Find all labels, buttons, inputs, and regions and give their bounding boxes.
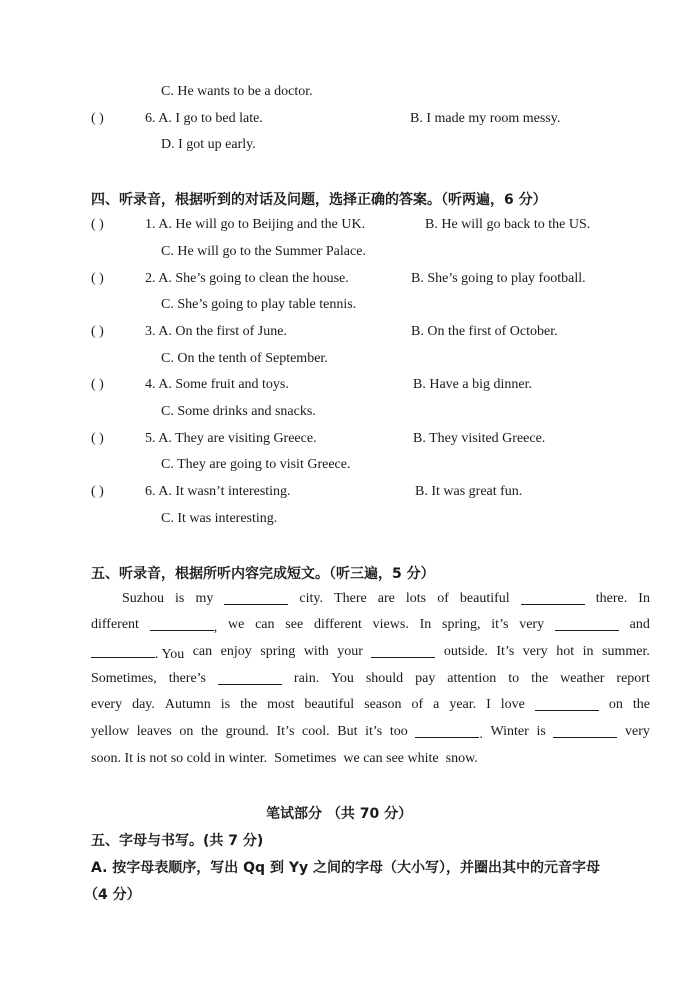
passage-word: should (365, 671, 404, 686)
passage-word: the (531, 671, 549, 686)
passage-word: are (377, 591, 395, 606)
passage-word: views. (372, 617, 409, 632)
q3-option-c: C. On the tenth of September. (161, 351, 328, 366)
answer-blank[interactable] (553, 724, 617, 738)
q5-option-a: 5. A. They are visiting Greece. (145, 431, 317, 446)
passage-word: a (433, 697, 440, 712)
answer-blank[interactable] (218, 671, 282, 685)
q6-option-c: C. It was interesting. (161, 511, 278, 526)
passage-word: different (313, 617, 362, 632)
q5-option-c: C. They are going to visit Greece. (161, 457, 351, 472)
passage-word: very (519, 617, 545, 632)
passage-word: very (522, 644, 548, 659)
passage-line (91, 617, 650, 637)
passage-word: enjoy (220, 644, 252, 659)
passage-word: see (285, 617, 304, 632)
passage-word: , (213, 620, 218, 635)
passage-word: hot (556, 644, 575, 659)
answer-paren[interactable]: ( ) (91, 217, 104, 232)
q3-option-b: B. On the first of October. (411, 324, 558, 339)
passage-word: on (179, 724, 194, 739)
passage-word: I (486, 697, 491, 712)
passage-word: There (334, 591, 367, 606)
passage-word: we (227, 617, 245, 632)
passage-word: city. (299, 591, 324, 606)
passage-word: . You (155, 647, 185, 662)
q6-option-c: C. He wants to be a doctor. (161, 84, 313, 99)
passage-word: rain. (293, 671, 320, 686)
passage-word: It’s (276, 724, 295, 739)
letters-section-heading: 五、字母与书写。(共 7 分) (91, 833, 264, 849)
passage-word: with (303, 644, 329, 659)
passage-word: it’s (491, 617, 509, 632)
answer-paren[interactable]: ( ) (91, 111, 104, 126)
section4-heading: 四、听录音，根据听到的对话及问题，选择正确的答案。（听两遍，6 分） (91, 192, 547, 208)
passage-word: Suzhou (122, 591, 164, 606)
section5-heading: 五、听录音，根据所听内容完成短文。（听三遍，5 分） (91, 566, 435, 582)
q4-option-a: 4. A. Some fruit and toys. (145, 377, 289, 392)
passage-word: leaves (136, 724, 172, 739)
answer-blank[interactable] (150, 617, 214, 631)
answer-paren[interactable]: ( ) (91, 324, 104, 339)
passage-line (91, 697, 650, 717)
passage-line (122, 591, 650, 611)
answer-blank[interactable] (521, 591, 585, 605)
passage-word: it’s (365, 724, 383, 739)
passage-word: beautiful (304, 697, 355, 712)
q4-option-c: C. Some drinks and snacks. (161, 404, 316, 419)
passage-word: In (638, 591, 650, 606)
passage-word: to (508, 671, 520, 686)
passage-word: It’s (496, 644, 515, 659)
passage-word: very (625, 724, 650, 739)
passage-word: year. (449, 697, 477, 712)
answer-blank[interactable] (415, 724, 479, 738)
answer-blank[interactable] (224, 591, 288, 605)
passage-word: the (200, 724, 219, 739)
passage-word: report (616, 671, 650, 686)
written-part-title: 笔试部分 （共 70 分） (266, 806, 413, 822)
answer-paren[interactable]: ( ) (91, 484, 104, 499)
passage-word: lots (405, 591, 427, 606)
passage-word: different (91, 617, 139, 632)
answer-paren[interactable]: ( ) (91, 431, 104, 446)
q2-option-c: C. She’s going to play table tennis. (161, 297, 357, 312)
passage-word: attention (447, 671, 497, 686)
q6-option-b: B. I made my room messy. (410, 111, 561, 126)
passage-word: summer. (602, 644, 650, 659)
passage-word: there’s (168, 671, 207, 686)
passage-word: and (629, 617, 650, 632)
q3-option-a: 3. A. On the first of June. (145, 324, 287, 339)
q6-option-a: 6. A. It wasn’t interesting. (145, 484, 291, 499)
answer-blank[interactable] (91, 644, 155, 658)
passage-word: In (419, 617, 432, 632)
passage-word: most (267, 697, 295, 712)
passage-word: love (500, 697, 525, 712)
passage-word: every (91, 697, 123, 712)
passage-word: of (411, 697, 424, 712)
passage-word: season (364, 697, 402, 712)
passage-word: the (240, 697, 258, 712)
q6-option-a: 6. A. I go to bed late. (145, 111, 263, 126)
q2-option-a: 2. A. She’s going to clean the house. (145, 271, 349, 286)
passage-word: is (536, 724, 546, 739)
passage-last-line: soon. It is not so cold in winter. Sometimes we can see white snow. (91, 751, 478, 766)
passage-word: Autumn (164, 697, 211, 712)
passage-word: of (437, 591, 449, 606)
passage-word: outside. (443, 644, 488, 659)
passage-word: Sometimes, (91, 671, 157, 686)
passage-word: your (337, 644, 363, 659)
answer-paren[interactable]: ( ) (91, 377, 104, 392)
passage-word: spring (260, 644, 296, 659)
passage-word: can (255, 617, 275, 632)
passage-line (91, 644, 650, 664)
task-a-score: （4 分） (84, 887, 141, 903)
passage-word: day. (132, 697, 155, 712)
passage-word: Winter (490, 724, 529, 739)
passage-word: the (632, 697, 650, 712)
passage-word: . (479, 727, 483, 742)
task-a-instruction: A. 按字母表顺序，写出 Qq 到 Yy 之间的字母（大小写），并圈出其中的元音字母 (91, 860, 600, 876)
passage-line (91, 671, 650, 691)
passage-word: ground. (225, 724, 269, 739)
passage-word: is (220, 697, 231, 712)
passage-line (91, 724, 650, 744)
passage-word: beautiful (459, 591, 510, 606)
q1-option-c: C. He will go to the Summer Palace. (161, 244, 366, 259)
answer-blank[interactable] (555, 617, 619, 631)
answer-blank[interactable] (535, 697, 599, 711)
passage-word: too (389, 724, 408, 739)
answer-blank[interactable] (371, 644, 435, 658)
passage-word: cool. (302, 724, 330, 739)
passage-word: You (331, 671, 354, 686)
q1-option-a: 1. A. He will go to Beijing and the UK. (145, 217, 366, 232)
passage-word: spring, (442, 617, 481, 632)
passage-word: pay (415, 671, 436, 686)
passage-word: But (337, 724, 358, 739)
passage-word: there. (595, 591, 628, 606)
q6-option-b: B. It was great fun. (415, 484, 523, 499)
passage-word: is (175, 591, 185, 606)
passage-word: weather (560, 671, 605, 686)
q4-option-b: B. Have a big dinner. (413, 377, 532, 392)
q6-option-d: D. I got up early. (161, 137, 256, 152)
q2-option-b: B. She’s going to play football. (411, 271, 586, 286)
passage-word: my (195, 591, 214, 606)
passage-word: in (582, 644, 594, 659)
passage-word: can (192, 644, 213, 659)
q5-option-b: B. They visited Greece. (413, 431, 546, 446)
passage-word: on (608, 697, 623, 712)
q1-option-b: B. He will go back to the US. (425, 217, 591, 232)
passage-word: yellow (91, 724, 130, 739)
answer-paren[interactable]: ( ) (91, 271, 104, 286)
